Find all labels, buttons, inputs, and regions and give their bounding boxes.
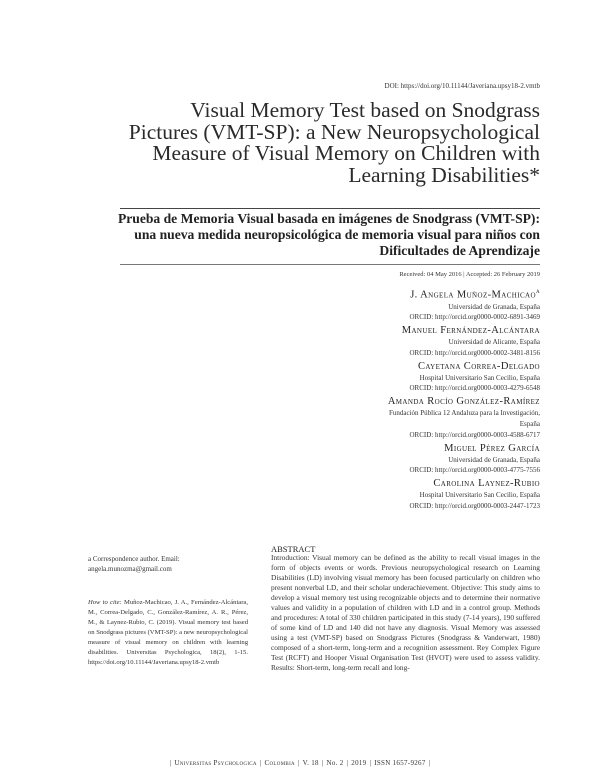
author-block [240, 324, 540, 359]
cite-text: Muñoz-Machicao, J. A., Fernández-Alcántara, M., Correa-Delgado, C., González-Ramírez, A. R., Pérez, M., & Laynez-Rubio, C. (2019). Visual memory test based on Snodgrass pictures (VMT-SP): a new neuropsychological measure of visual memory on children with learning disabilities. Universitas Psychologica, 18(2), 1-15. https://doi.org/10.11144/Javeriana.upsy18-2.vmtb [88, 599, 248, 666]
author-block [240, 395, 540, 440]
author-name: Carolina Laynez-Rubio [433, 478, 540, 490]
author-orcid-link[interactable]: ORCID: http://orcid.org0000-0003-4588-6717 [409, 430, 540, 439]
author-orcid-link[interactable]: ORCID: http://orcid.org0000-0002-3481-8156 [409, 348, 540, 357]
author-block [240, 285, 540, 323]
author-orcid-link[interactable]: ORCID: http://orcid.org0000-0003-4775-7556 [409, 466, 540, 475]
author-orcid-link[interactable]: ORCID: http://orcid.org0000-0002-6891-3469 [409, 313, 540, 322]
journal-footer: | Universitas Psychologica | Colombia | V. 18 | No. 2 | 2019 | ISSN 1657-9267 | [169, 759, 431, 767]
author-block [240, 477, 540, 512]
author-orcid-link[interactable]: ORCID: http://orcid.org0000-0003-2447-1723 [409, 502, 540, 511]
author-affiliation: Hospital Universitario San Cecilio, España [419, 373, 540, 382]
article-title: Visual Memory Test based on Snodgrass Pictures (VMT-SP): a New Neuropsychological Measure of Visual Memory on Children with Learning Disabilities* [128, 98, 540, 187]
author-name: Miguel Pérez García [444, 442, 540, 454]
subtitle-divider [120, 264, 540, 265]
author-superscript: a [535, 288, 540, 295]
author-affiliation: Hospital Universitario San Cecilio, España [419, 491, 540, 500]
author-affiliation-country: España [519, 420, 540, 429]
footer-volume: V. 18 [302, 759, 319, 767]
correspondence-note: a Correspondence author. Email: angela.munozma@gmail.com [88, 555, 180, 573]
author-name: Amanda Rocío González-Ramírez [387, 396, 540, 408]
title-divider [120, 208, 540, 209]
author-name: Cayetana Correa-Delgado [417, 360, 540, 372]
footer-year: 2019 [351, 759, 367, 767]
footer-journal: Universitas Psychologica [174, 759, 257, 767]
author-affiliation: Fundación Pública 12 Andaluza para la Investigación, [388, 409, 540, 418]
footer-country: Colombia [264, 759, 295, 767]
author-name: Manuel Fernández-Alcántara [401, 325, 540, 337]
footer-number: No. 2 [326, 759, 344, 767]
footer-issn: ISSN 1657-9267 [374, 759, 426, 767]
received-accepted-dates: Received: 04 May 2016 | Accepted: 26 February 2019 [399, 271, 540, 278]
article-subtitle: Prueba de Memoria Visual basada en imágenes de Snodgrass (VMT-SP): una nueva medida neuropsicológica de memoria visual para niños con Dificultades de Aprendizaje [117, 211, 540, 258]
author-affiliation: Universidad de Granada, España [448, 455, 540, 464]
abstract-text: Introduction: Visual memory can be defined as the ability to recall visual images in the form of objects events or words. Previous neuropsychological research on Learning Disabilities (LD) involving visual memory has been focused particularly on children who present nonverbal LD, and their scholar underachievement. Objective: This study aims to develop a visual memory test using recognizable objects and to determine their normative values and validity in a population of children with LD and in a control group. Methods and procedures: A total of 330 children participated in this study (7-14 years), 190 suffered of some kind of LD and 140 did not have any diagnosis. Visual Memory was assessed using a test (VMT-SP) based on Snodgrass Pictures (Snodgrass & Vanderwart, 1980) composed of a short-term, long-term and a recognition assessment. Rey Complex Figure Test (RCFT) and Hooper Visual Organisation Test (HVOT) were used to assess validity. Results: Short-term, long-term recall and long- [271, 553, 540, 672]
author-list [240, 284, 540, 512]
author-block [240, 360, 540, 395]
author-affiliation: Universidad de Granada, España [448, 302, 540, 311]
how-to-cite [88, 598, 248, 668]
author-affiliation: Universidad de Alicante, España [448, 338, 540, 347]
author-block [240, 442, 540, 477]
abstract-heading: ABSTRACT [271, 544, 316, 554]
author-name: J. Angela Muñoz-Machicao [410, 289, 536, 301]
author-orcid-link[interactable]: ORCID: http://orcid.org0000-0003-4279-6548 [409, 384, 540, 393]
doi-line: DOI: https://doi.org/10.11144/Javeriana.upsy18-2.vmtb [384, 82, 540, 90]
cite-label: How to cite: [88, 599, 122, 606]
